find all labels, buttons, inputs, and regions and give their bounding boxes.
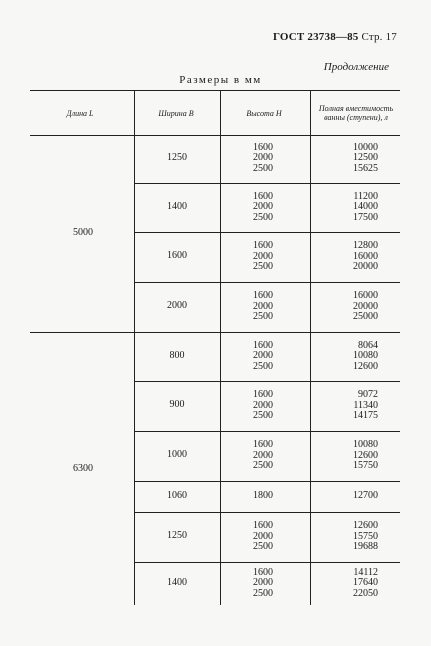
capacity-cell: 8064 10080 12600 [353, 339, 378, 372]
length-cell: 6300 [73, 462, 93, 474]
capacity-cell: 12700 [353, 490, 378, 502]
capacity-cell: 16000 20000 25000 [353, 290, 378, 323]
continuation-label: Продолжение [323, 61, 389, 73]
row-separator [134, 512, 400, 513]
units-caption: Размеры в мм [179, 74, 262, 86]
row-separator [134, 381, 400, 382]
height-cell: 1600 2000 2500 [253, 389, 273, 422]
width-cell: 1000 [167, 449, 187, 460]
group-separator [30, 332, 400, 333]
column-header-length: Длина L [66, 108, 94, 118]
width-cell: 900 [169, 399, 185, 410]
column-header-capacity: Полная вместимость ванны (ступени), л [318, 104, 394, 122]
capacity-cell: 10000 12500 15625 [353, 141, 378, 174]
row-separator [134, 431, 400, 432]
row-separator [134, 183, 400, 184]
height-cell: 1800 [253, 490, 273, 502]
capacity-cell: 10080 12600 15750 [353, 439, 378, 472]
column-header-width: Ширина B [158, 108, 194, 118]
width-cell: 800 [169, 349, 185, 361]
row-separator [134, 232, 400, 233]
capacity-cell: 14112 17640 22050 [353, 566, 378, 599]
standard-number: ГОСТ 23738—85 [272, 31, 359, 43]
width-cell: 1400 [167, 200, 187, 212]
table-header [30, 90, 400, 136]
height-cell: 1600 2000 2500 [253, 190, 273, 223]
width-cell: 1250 [167, 151, 187, 163]
row-separator [134, 282, 400, 283]
height-cell: 1600 2000 2500 [253, 339, 273, 372]
width-cell: 1600 [167, 250, 187, 261]
width-cell: 1250 [167, 530, 187, 541]
height-cell: 1600 2000 2500 [253, 141, 273, 174]
height-cell: 1600 2000 2500 [253, 439, 273, 472]
capacity-cell: 12800 16000 20000 [353, 240, 378, 273]
width-cell: 2000 [167, 300, 187, 311]
height-cell: 1600 2000 2500 [253, 566, 273, 599]
page-number: Стр. 17 [361, 31, 397, 43]
column-header-height: Высота H [246, 108, 282, 118]
header-width-divider [134, 90, 135, 134]
width-cell: 1060 [167, 489, 187, 501]
capacity-cell: 9072 11340 14175 [353, 389, 378, 422]
capacity-cell: 12600 15750 19688 [353, 520, 378, 553]
height-cell: 1600 2000 2500 [253, 290, 273, 323]
height-cell: 1600 2000 2500 [253, 240, 273, 273]
height-cell: 1600 2000 2500 [253, 520, 273, 553]
row-separator [134, 481, 400, 482]
capacity-cell: 11200 14000 17500 [353, 190, 378, 223]
page-header [232, 31, 397, 43]
width-cell: 1400 [167, 576, 187, 588]
row-separator [134, 562, 400, 563]
length-cell: 5000 [73, 227, 93, 238]
